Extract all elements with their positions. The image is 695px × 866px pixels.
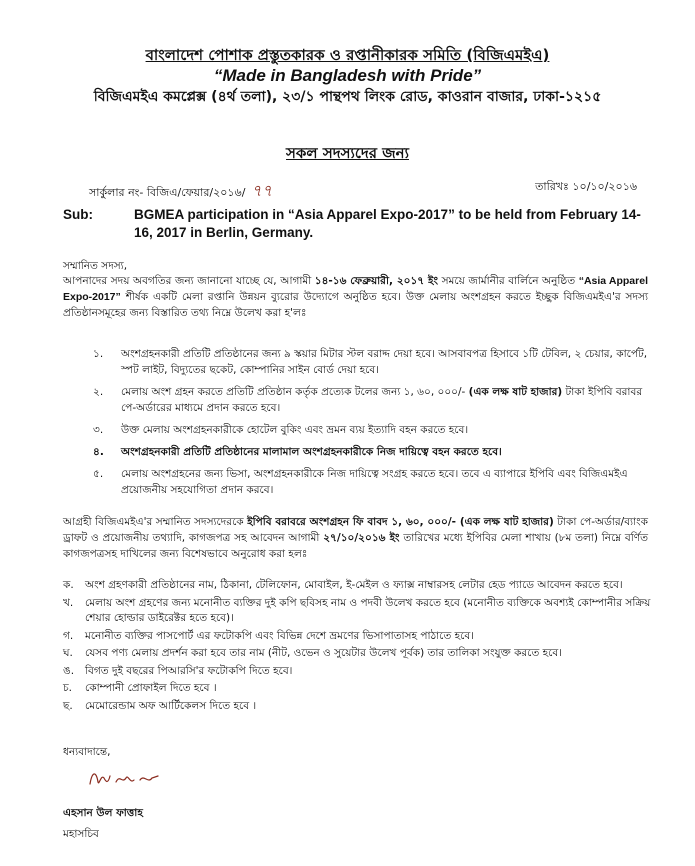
circular-number-label: সার্কুলার নং- বিজিএ/ফেয়ার/২০১৬/: [89, 186, 246, 199]
terms-list: [93, 346, 648, 504]
list-item: [93, 384, 648, 416]
list-item-text: মেলায় অংশগ্রহনের জন্য ভিসা, অংশগ্রহনকারীকে নিজ দায়িত্বে সংগ্রহ করতে হবে। তবে এ ব্যাপারে ইপিবি এবং বিজিএমইএ প্রয়োজনীয় সহযোগিতা প্রদান করবে।: [121, 468, 628, 496]
document-item-text: মেলায় অংশ গ্রহণের জন্য মনোনীত ব্যক্তির দুই কপি ছবিসহ নাম ও পদবী উলেখ করতে হবে (মনোনীত ব্যক্তিকে অবশ্যই কোম্পানীর সক্রিয় শেয়ার হোল্ডার ডাইরেক্টর হতে হবে)।: [85, 596, 651, 624]
request-paragraph: [63, 514, 648, 562]
organization-name: বাংলাদেশ পোশাক প্রস্তুতকারক ও রপ্তানীকারক সমিতি (বিজিএমইএ): [145, 46, 550, 64]
intro-paragraph: [63, 273, 648, 321]
document-item-text: কোম্পানী প্রোফাইল দিতে হবে ।: [85, 682, 217, 694]
list-item-amount-words: (এক লক্ষ ষাট হাজার): [468, 386, 563, 398]
list-item-text: অংশগ্রহনকারী প্রতিটি প্রতিষ্ঠানের জন্য ৯ স্কয়ার মিটার স্টল বরাদ্দ দেয়া হবে। আসবাবপত্র হিসাবে ১টি টেবিল, ২ চেয়ার, কার্পেট, স্পট লাইট, বিদ্যুতের ছকেট, কোম্পানির সাইন বোর্ড দেয়া হবে।: [121, 348, 648, 376]
document-item: [63, 646, 653, 662]
document-item-letter: চ.: [63, 682, 73, 694]
document-item-text: অংশ গ্রহণকারী প্রতিষ্ঠানের নাম, ঠিকানা, টেলিফোন, মোবাইল, ই-মেইল ও ফ্যাক্স নাম্বারসহ লেটার হেড প্যাডে আবেদন করতে হবে।: [85, 579, 623, 591]
intro-part1: আপনাদের সদয় অবগতির জন্য জানানো যাচ্ছে যে, আগামী: [63, 275, 315, 287]
list-item-number: ৫.: [93, 468, 104, 480]
greeting: সম্মানিত সদস্য,: [63, 260, 128, 272]
circular-date: তারিখঃ ১০/১০/২০১৬: [535, 180, 637, 193]
intro-dates: ১৪-১৬ ফেব্রুয়ারী, ২০১৭ ইং: [314, 275, 439, 287]
list-item-text: উক্ত মেলায় অংশগ্রহনকারীকে হোটেল বুকিং এবং ভ্রমন ব্যয় ইত্যাদি বহন করতে হবে।: [121, 424, 469, 436]
document-item: [63, 578, 653, 594]
intro-part2: সময়ে জার্মানীর বার্লিনে অনুষ্ঠিত: [438, 275, 579, 287]
list-item-number: ২.: [93, 386, 104, 398]
subject-text: BGMEA participation in “Asia Apparel Expo-2017” to be held from February 14-16, 2017 in Berlin, Germany.: [134, 207, 641, 240]
closing-salutation: ধন্যবাদান্তে,: [63, 746, 111, 758]
request-part3: তারিখের মধ্যে ইপিবির মেলা শাখায় (৮ম তলা) নিম্নে বর্ণিত কাগজপত্রসহ দাখিলের জন্য বিশেষভাবে অনুরোধ করা হলঃ: [63, 532, 648, 560]
document-item-letter: ক.: [63, 579, 74, 591]
document-item: [63, 596, 653, 627]
list-item: [93, 444, 648, 460]
list-item: [93, 346, 648, 378]
document-item: [63, 664, 653, 680]
document-item-text: মনোনীত ব্যক্তির পাসপোর্ট এর ফটোকপি এবং বিভিন্ন দেশে ভ্রমণের ভিসাপাতাসহ পাঠাতে হবে।: [85, 629, 474, 642]
list-item-text: মেলায় অংশ গ্রহন করতে প্রতিটি প্রতিষ্ঠান কর্তৃক প্রত্যেক টলের জন্য ১, ৬০, ০০০/-: [121, 386, 469, 398]
request-fee: ইপিবি বরাবরে অংশগ্রহন ফি বাবদ ১, ৬০, ০০০/- (এক লক্ষ ষাট হাজার): [247, 516, 554, 528]
document-item: [63, 681, 653, 697]
intro-part3: শীর্ষক একটি মেলা রপ্তানি উন্নয়ন ব্যুরোর উদ্যোগে অনুষ্ঠিত হবে। উক্ত মেলায় অংশগ্রহন করতে ইচ্ছুক বিজিএমইএ'র সদস্য প্রতিষ্ঠানসমূহের জন্য বিস্তারিত তথ্য নিম্নে উলেখ করা হ'লঃ: [63, 291, 648, 319]
signer-name: এহসান উল ফাত্তাহ: [63, 807, 143, 819]
document-item: [63, 629, 653, 645]
document-item: [63, 699, 653, 715]
document-item-letter: ছ.: [63, 699, 73, 712]
list-item: [93, 422, 648, 438]
required-documents-list: [63, 578, 653, 716]
request-part1: আগ্রহী বিজিএমইএ'র সম্মানিত সদস্যদেরকে: [63, 516, 248, 528]
list-item-number: ১.: [93, 348, 104, 360]
document-item-letter: খ.: [63, 596, 74, 609]
list-item-text-after: টাকা ইপিবি বরাবর পে-অর্ডারের মাধ্যমে প্রদান করতে হবে।: [121, 386, 643, 414]
subject-label: Sub:: [63, 207, 93, 222]
organization-address: বিজিএমইএ কমপ্লেক্স (৪র্থ তলা), ২৩/১ পান্থপথ লিংক রোড, কাওরান বাজার, ঢাকা-১২১৫: [93, 89, 602, 105]
letterhead: [0, 45, 695, 107]
document-item-text: মেমোরেন্ডাম অফ আর্টিকেলস দিতে হবে ।: [85, 699, 257, 712]
list-item-text: অংশগ্রহনকারী প্রতিটি প্রতিষ্ঠানের মালামাল অংশগ্রহনকারীকে নিজ দায়িত্বে বহন করতে হবে।: [121, 446, 502, 458]
list-item: [93, 466, 648, 498]
handwritten-signature: [86, 762, 164, 792]
document-item-letter: ঙ.: [63, 664, 75, 677]
slogan: “Made in Bangladesh with Pride”: [213, 66, 482, 85]
document-item-letter: গ.: [63, 629, 74, 642]
document-item-text: বিগত দুই বছরের পিআরসি'র ফটোকপি দিতে হবে।: [85, 664, 293, 677]
request-deadline: ২৭/১০/২০১৬ ইং: [323, 532, 400, 544]
signer-designation: মহাসচিব: [63, 828, 99, 840]
circular-number: [89, 178, 272, 205]
intro-event-name: “Asia Apparel Expo-2017”: [63, 275, 648, 303]
recipients-heading: সকল সদস্যদের জন্য: [286, 144, 409, 162]
list-item-number: ৩.: [93, 424, 104, 436]
handwritten-circular-number: ৭৭: [251, 181, 273, 200]
list-item-number: ৪.: [93, 446, 104, 458]
request-part2: টাকা পে-অর্ডার/ব্যাংক ড্রাফট ও প্রয়োজনীয় তথ্যাদি, কাগজপত্র সহ আবেদন আগামী: [63, 516, 648, 544]
document-item-letter: ঘ.: [63, 647, 73, 659]
document-item-text: যেসব পণ্য মেলায় প্রদর্শন করা হবে তার নাম (নীট, ওভেন ও সুয়েটার উলেখ পূর্বক) তার তালিকা সংযুক্ত করতে হবে।: [85, 647, 562, 659]
